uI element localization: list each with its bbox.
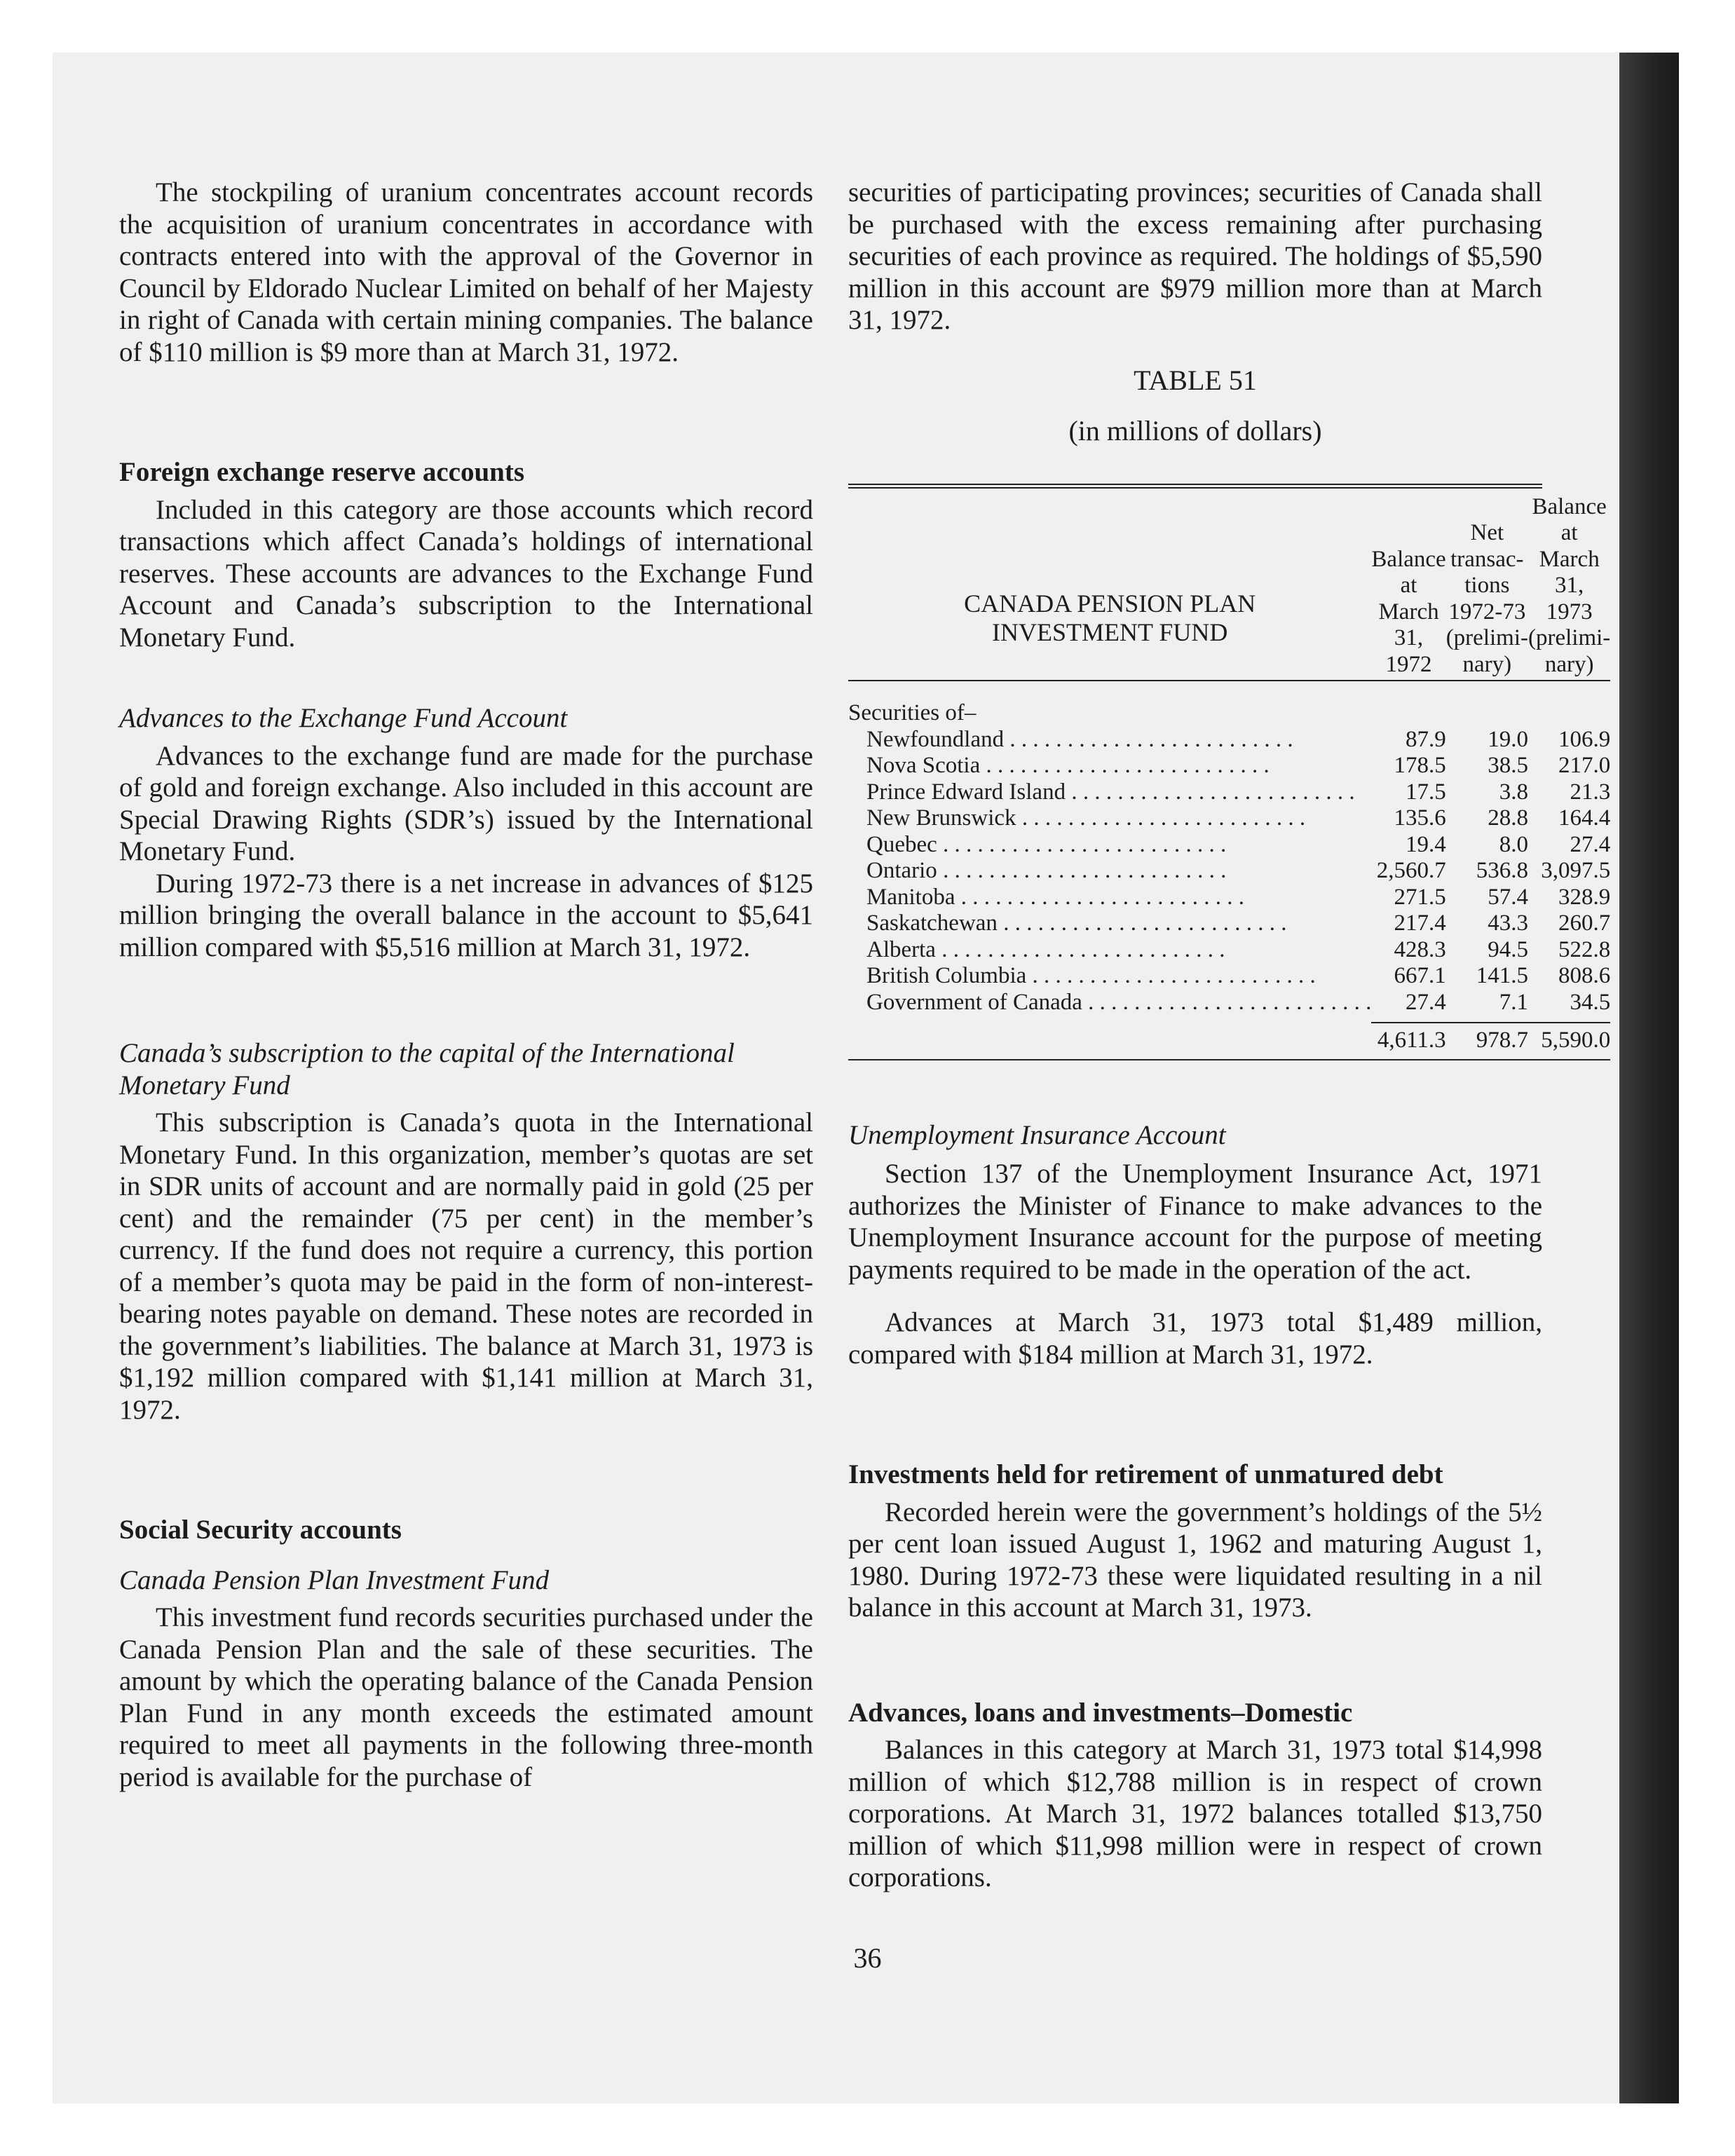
table-row xyxy=(848,779,1610,806)
row-name-cell xyxy=(848,910,1371,937)
table-row xyxy=(848,805,1610,832)
balance-1972-cell: 87.9 xyxy=(1405,726,1446,752)
balance-1972-cell: 428.3 xyxy=(1394,936,1446,962)
row-name-cell xyxy=(848,885,1371,911)
advances-exchange-fund-heading: Advances to the Exchange Fund Account xyxy=(119,703,568,733)
balance-1973-cell: 3,097.5 xyxy=(1541,858,1611,883)
net-transactions-cell: 8.0 xyxy=(1499,831,1528,857)
header-line: Balance xyxy=(1532,493,1607,519)
col-header-balance-1972 xyxy=(1371,494,1445,678)
total-balance-1972: 4,611.3 xyxy=(1377,1028,1446,1053)
net-transactions-cell: 57.4 xyxy=(1488,884,1528,910)
leader-dots: . . . . . . . . . . . . . . . . . . . . . . . . . xyxy=(937,831,1227,857)
balance-1972-cell: 271.5 xyxy=(1394,884,1446,910)
balance-1973-cell: 106.9 xyxy=(1558,726,1611,752)
leader-dots: . . . . . . . . . . . . . . . . . . . . . . . . . xyxy=(1066,779,1355,805)
table-title: TABLE 51 xyxy=(1134,364,1257,396)
net-transactions-cell: 7.1 xyxy=(1499,989,1528,1015)
table-body xyxy=(848,727,1610,1016)
row-name-cell xyxy=(848,753,1371,779)
col-header-net-transactions xyxy=(1446,494,1528,678)
balance-1972-cell: 17.5 xyxy=(1405,779,1446,805)
table-subtitle: (in millions of dollars) xyxy=(1068,414,1322,446)
leader-dots: . . . . . . . . . . . . . . . . . . . . . . . . . xyxy=(1004,726,1293,752)
net-transactions-cell: 141.5 xyxy=(1476,963,1528,988)
balance-1972-cell: 178.5 xyxy=(1394,753,1446,778)
header-line: nary) xyxy=(1544,651,1594,677)
table-row xyxy=(848,937,1610,964)
cpp-investment-fund-paragraph: This investment fund records securities purchased under the Canada Pension Plan and the sale of these securities. The amount by which the operating balance of the Canada Pension Plan Fund in any month exceeds the estimated amount required to meet all payments in the following three-month period is available for the purchase of xyxy=(119,1602,813,1792)
unemployment-heading: Unemployment Insurance Account xyxy=(848,1119,1226,1150)
balance-1973-cell: 164.4 xyxy=(1558,805,1611,831)
domestic-paragraph: Balances in this category at March 31, 1973 total $14,998 million of which $12,788 million is in respect of crown corporations. At March 31, 1972 balances totalled $13,750 million of which $11,998 million were in respect of crown corporations. xyxy=(848,1735,1542,1892)
row-name-cell xyxy=(848,937,1371,964)
right-column xyxy=(848,177,1611,1894)
social-security-heading: Social Security accounts xyxy=(119,1515,402,1545)
header-line: Net xyxy=(1470,520,1504,545)
header-line: March 31, xyxy=(1378,599,1439,650)
row-name: Saskatchewan xyxy=(866,910,998,936)
table-row xyxy=(848,753,1610,779)
imf-subscription-paragraph: This subscription is Canada’s quota in the International Monetary Fund. In this organization, member’s quotas are set in SDR units of account and are normally paid in gold (25 per cent) and the remainder (75 per cent) in the member’s currency. If the fund does not require a currency, this portion of a member’s quota may be paid in the form of non-interest-bearing notes payable on demand. These notes are recorded in the government’s liabilities. The balance at March 31, 1973 is $1,192 million compared with $1,141 million at March 31, 1972. xyxy=(119,1107,813,1425)
balance-1972-cell: 19.4 xyxy=(1405,831,1446,857)
header-line: at xyxy=(1400,573,1417,598)
foreign-exchange-heading: Foreign exchange reserve accounts xyxy=(119,457,525,487)
row-name: Quebec xyxy=(866,831,937,857)
unmatured-debt-heading: Investments held for retirement of unmatured debt xyxy=(848,1459,1443,1489)
balance-1973-cell: 522.8 xyxy=(1558,936,1611,962)
unmatured-debt-paragraph: Recorded herein were the government’s holdings of the 5½ per cent loan issued August 1, 1962 and maturing August 1, 1980. During 1972-73 these were liquidated resulting in a nil balance in this account at March 31, 1973. xyxy=(848,1496,1542,1623)
total-balance-1973: 5,590.0 xyxy=(1541,1028,1611,1053)
left-column xyxy=(119,177,813,1793)
balance-1973-cell: 21.3 xyxy=(1570,779,1611,805)
uranium-paragraph: The stockpiling of uranium concentrates account records the acquisition of uranium concentrates in accordance with contracts entered into with the approval of the Governor in Council by Eldorado Nuclear Limited on behalf of her Majesty in right of Canada with certain mining companies. The balance of $110 million is $9 more than at March 31, 1972. xyxy=(119,177,813,367)
table-row xyxy=(848,727,1610,753)
col-header-balance-1973 xyxy=(1528,494,1610,678)
leader-dots: . . . . . . . . . . . . . . . . . . . . . . . . . xyxy=(1016,805,1306,831)
header-line: transac- xyxy=(1450,546,1524,572)
table-row xyxy=(848,990,1610,1016)
header-line: (prelimi- xyxy=(1445,625,1528,650)
leader-dots: . . . . . . . . . . . . . . . . . . . . . . . . . xyxy=(1082,989,1372,1015)
balance-1973-cell: 808.6 xyxy=(1558,963,1611,988)
leader-dots: . . . . . . . . . . . . . . . . . . . . . . . . . xyxy=(997,910,1287,936)
header-line: at xyxy=(1560,520,1578,545)
leader-dots: . . . . . . . . . . . . . . . . . . . . . . . . . xyxy=(1026,963,1316,988)
advances-exchange-fund-paragraph-2: During 1972-73 there is a net increase in advances of $125 million bringing the overall balance in the account to $5,641 million compared with $5,516 million at March 31, 1972. xyxy=(119,868,813,962)
row-name-cell xyxy=(848,779,1371,806)
row-name: Alberta xyxy=(866,936,936,962)
row-name-cell xyxy=(848,832,1371,859)
row-name-cell xyxy=(848,727,1371,753)
balance-1973-cell: 260.7 xyxy=(1558,910,1611,936)
balance-1972-cell: 135.6 xyxy=(1394,805,1446,831)
net-transactions-cell: 28.8 xyxy=(1488,805,1528,831)
row-name: British Columbia xyxy=(866,963,1027,988)
page-number: 36 xyxy=(853,1942,882,1974)
header-line: (prelimi- xyxy=(1528,625,1611,650)
leader-dots: . . . . . . . . . . . . . . . . . . . . . . . . . xyxy=(955,884,1244,910)
balance-1973-cell: 34.5 xyxy=(1570,989,1611,1015)
imf-subscription-heading: Canada’s subscription to the capital of the International Monetary Fund xyxy=(119,1038,735,1100)
row-name: Manitoba xyxy=(866,884,955,910)
domestic-heading: Advances, loans and investments–Domestic xyxy=(848,1697,1353,1728)
row-name-cell xyxy=(848,990,1371,1016)
balance-1973-cell: 217.0 xyxy=(1558,753,1611,778)
net-transactions-cell: 536.8 xyxy=(1476,858,1528,883)
balance-1972-cell: 27.4 xyxy=(1405,989,1446,1015)
leader-dots: . . . . . . . . . . . . . . . . . . . . . . . . . xyxy=(980,753,1270,778)
totals-row xyxy=(848,1023,1610,1054)
header-line: tions xyxy=(1464,573,1510,598)
unemployment-paragraph-1: Section 137 of the Unemployment Insurance Act, 1971 authorizes the Minister of Finance to make advances to the Unemployment Insurance account for the purpose of meeting payments required to be made in the operation of the act. xyxy=(848,1159,1542,1285)
advances-exchange-fund-paragraph-1: Advances to the exchange fund are made for the purchase of gold and foreign exchange. Also included in this account are Special Drawing Rights (SDR’s) issued by the International Monetary Fund. xyxy=(119,740,813,866)
balance-1973-cell: 27.4 xyxy=(1570,831,1611,857)
header-line: Balance xyxy=(1371,546,1446,572)
net-transactions-cell: 94.5 xyxy=(1488,936,1528,962)
header-line: March 31, xyxy=(1539,546,1600,598)
row-name: Nova Scotia xyxy=(866,753,981,778)
net-transactions-cell: 3.8 xyxy=(1499,779,1528,805)
leader-dots: . . . . . . . . . . . . . . . . . . . . . . . . . xyxy=(937,858,1227,883)
row-name: Newfoundland xyxy=(866,726,1005,752)
row-name-cell xyxy=(848,963,1371,990)
cpp-investment-fund-heading: Canada Pension Plan Investment Fund xyxy=(119,1564,550,1595)
total-net-transactions: 978.7 xyxy=(1476,1028,1528,1053)
row-name-cell xyxy=(848,858,1371,885)
leader-dots: . . . . . . . . . . . . . . . . . . . . . . . . . xyxy=(935,936,1225,962)
table-top-rule xyxy=(848,484,1542,489)
balance-1972-cell: 217.4 xyxy=(1394,910,1446,936)
table-row xyxy=(848,858,1610,885)
foreign-exchange-paragraph: Included in this category are those accounts which record transactions which affect Canada’s holdings of international reserves. These accounts are advances to the Exchange Fund Account and Canada’s subscription to the International Monetary Fund. xyxy=(119,494,813,653)
row-name: Government of Canada xyxy=(866,989,1082,1015)
balance-1972-cell: 667.1 xyxy=(1394,963,1446,988)
header-line: 1972-73 xyxy=(1448,599,1526,625)
stub-header xyxy=(848,494,1371,678)
net-transactions-cell: 43.3 xyxy=(1488,910,1528,936)
row-name: Prince Edward Island xyxy=(866,779,1066,805)
unemployment-paragraph-2: Advances at March 31, 1973 total $1,489 million, compared with $184 million at March 31, 1972. xyxy=(848,1307,1542,1370)
table-row xyxy=(848,832,1610,859)
table-51 xyxy=(848,489,1610,1060)
balance-1973-cell: 328.9 xyxy=(1558,884,1611,910)
table-row xyxy=(848,963,1610,990)
row-name-cell xyxy=(848,805,1371,832)
row-name: New Brunswick xyxy=(866,805,1016,831)
net-transactions-cell: 19.0 xyxy=(1488,726,1528,752)
section-label: Securities of– xyxy=(848,700,977,725)
binding-edge xyxy=(1619,53,1679,2103)
balance-1972-cell: 2,560.7 xyxy=(1376,858,1446,883)
continuation-paragraph: securities of participating provinces; securities of Canada shall be purchased with the excess remaining after purchasing securities of each province as required. The holdings of $5,590 million in this account are $979 million more than at March 31, 1972. xyxy=(848,177,1542,335)
header-line: 1972 xyxy=(1385,651,1432,677)
stub-header-line-2: INVESTMENT FUND xyxy=(992,618,1228,646)
stub-header-line-1: CANADA PENSION PLAN xyxy=(964,589,1256,618)
net-transactions-cell: 38.5 xyxy=(1488,753,1528,778)
table-row xyxy=(848,885,1610,911)
header-line: 1973 xyxy=(1546,599,1593,625)
row-name: Ontario xyxy=(866,858,937,883)
table-row xyxy=(848,910,1610,937)
header-line: nary) xyxy=(1462,651,1512,677)
